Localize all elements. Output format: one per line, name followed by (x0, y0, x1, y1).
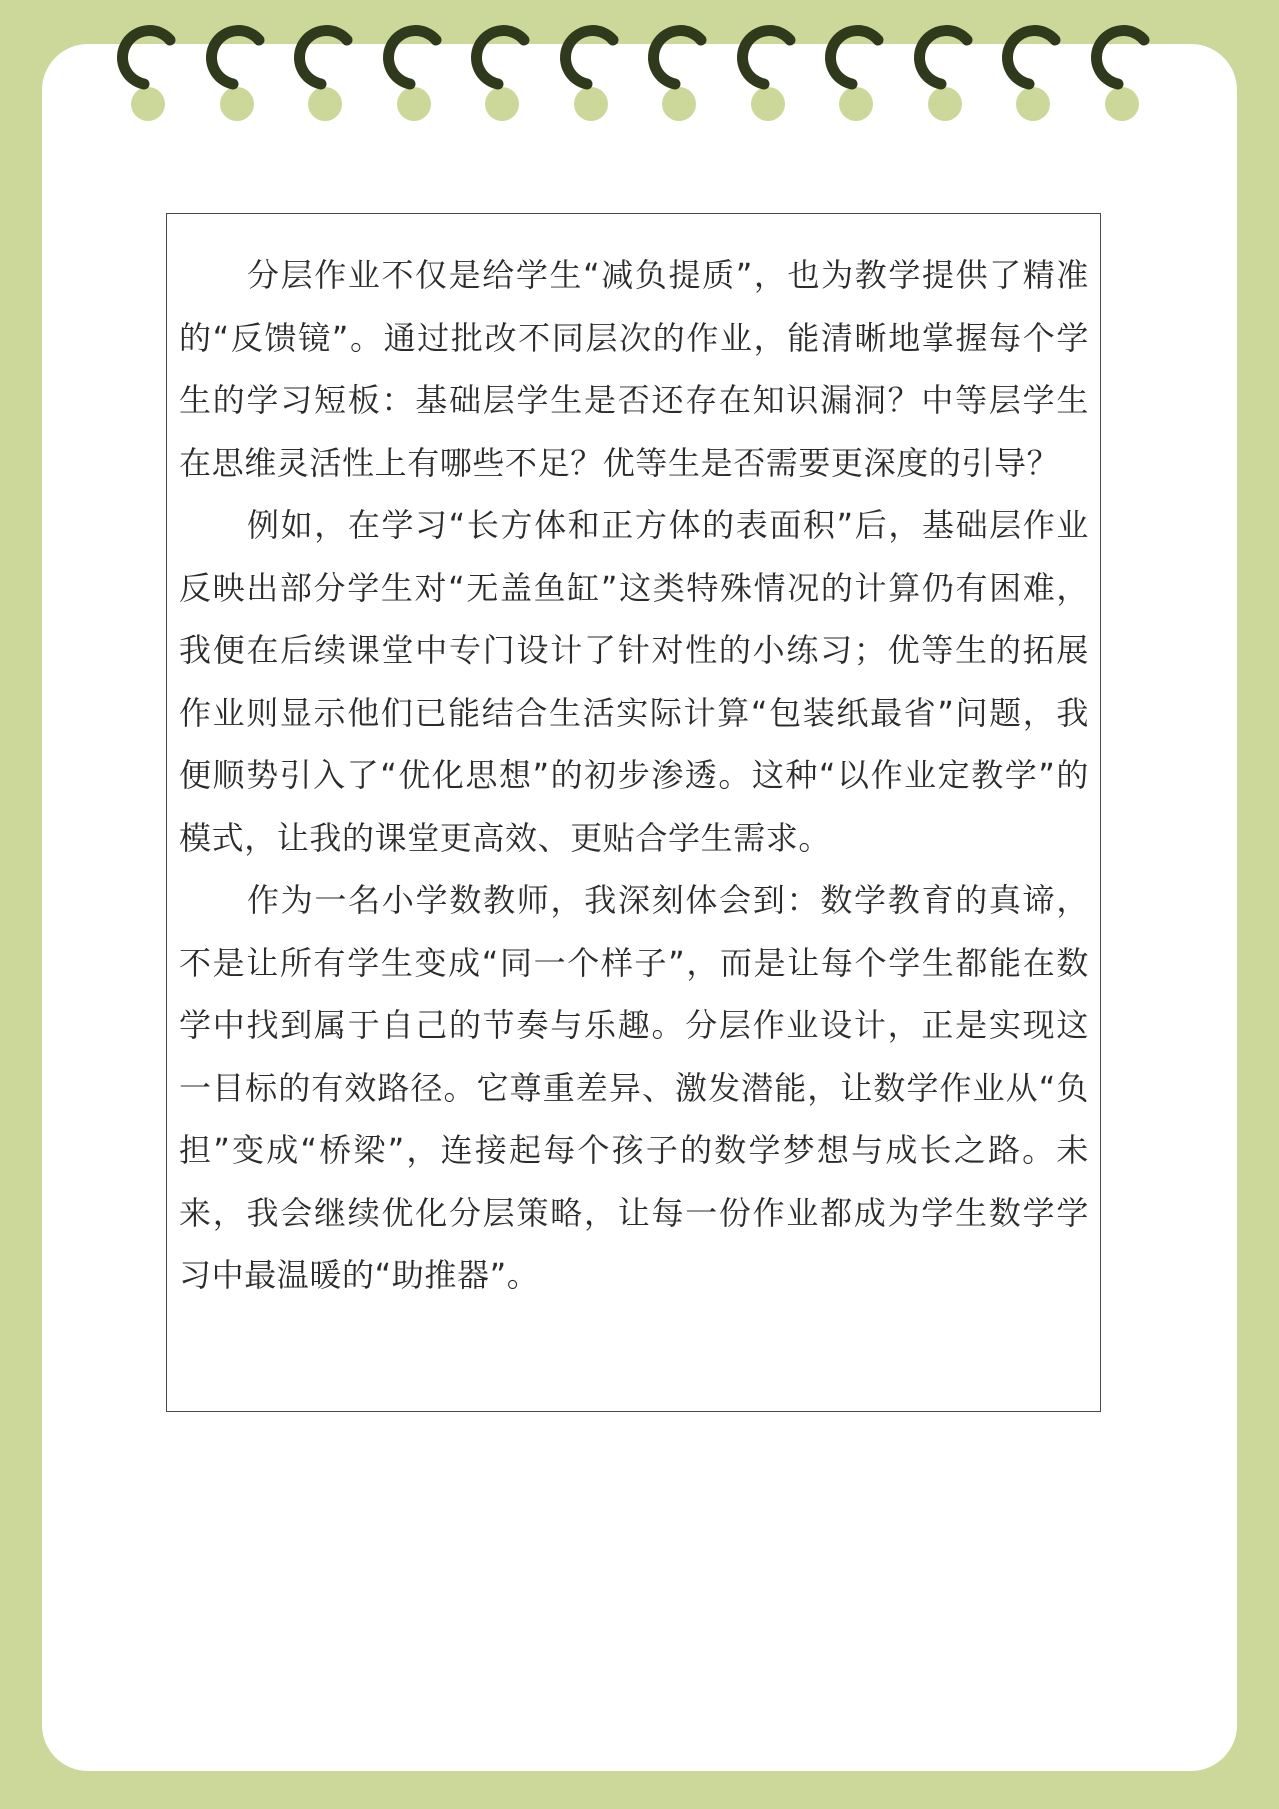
paragraph-3: 作为一名小学数教师，我深刻体会到：数学教育的真谛，不是让所有学生变成“同一个样子”，而是让每个学生都能在数学中找到属于自己的节奏与乐趣。分层作业设计，正是实现这一目标的有效路径。它尊重差异、激发潜能，让数学作业从“负担”变成“桥梁”，连接起每个孩子的数学梦想与成长之路。未来，我会继续优化分层策略，让每一份作业都成为学生数学学习中最温暖的“助推器”。 (179, 881, 1089, 1294)
paragraph-2: 例如，在学习“长方体和正方体的表面积”后，基础层作业反映出部分学生对“无盖鱼缸”这类特殊情况的计算仍有困难，我便在后续课堂中专门设计了针对性的小练习；优等生的拓展作业则显示他们已能结合生活实际计算“包装纸最省”问题，我便顺势引入了“优化思想”的初步渗透。这种“以作业定教学”的模式，让我的课堂更高效、更贴合学生需求。 (179, 506, 1089, 857)
paragraph-1: 分层作业不仅是给学生“减负提质”，也为教学提供了精准的“反馈镜”。通过批改不同层次的作业，能清晰地掌握每个学生的学习短板：基础层学生是否还存在知识漏洞？中等层学生在思维灵活性上有哪些不足？优等生是否需要更深度的引导？ (179, 256, 1089, 482)
text-box (166, 213, 1101, 1412)
document-body (179, 244, 1089, 1307)
